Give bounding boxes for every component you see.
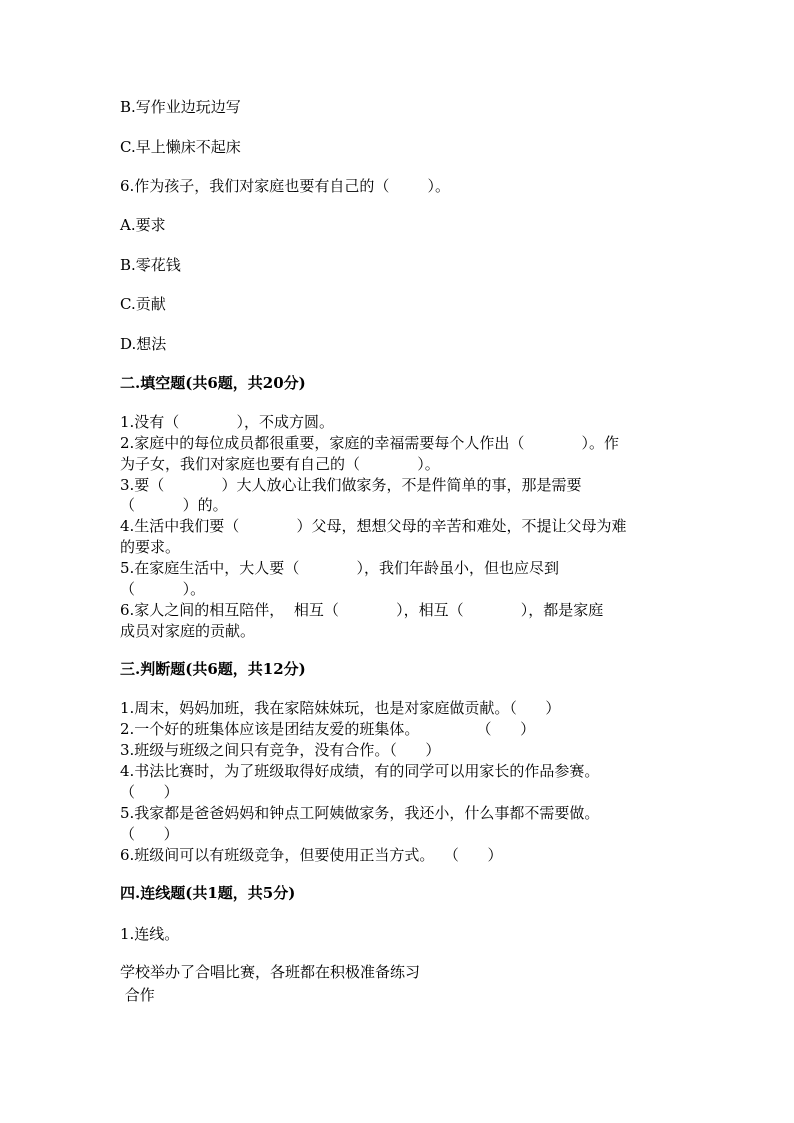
fill-question-3-line2: （ ）的。	[120, 496, 228, 514]
matching-question-1: 1.连线。	[120, 925, 180, 943]
judge-question-3: 3.班级与班级之间只有竞争，没有合作。（ ）	[120, 741, 441, 759]
option-5c: C.早上懒床不起床	[120, 138, 241, 156]
fill-question-6-line1: 6.家人之间的相互陪伴， 相互（ ），相互（ ），都是家庭	[120, 601, 604, 619]
judge-question-2: 2.一个好的班集体应该是团结友爱的班集体。 （ ）	[120, 720, 536, 738]
judge-question-6: 6.班级间可以有班级竞争，但要使用正当方式。 （ ）	[120, 846, 503, 864]
option-6c: C.贡献	[120, 295, 166, 313]
fill-question-2-line2: 为子女，我们对家庭也要有自己的（ ）。	[120, 455, 440, 473]
matching-left-item: 学校举办了合唱比赛，各班都在积极准备练习	[120, 963, 421, 981]
judge-question-5-line1: 5.我家都是爸爸妈妈和钟点工阿姨做家务，我还小，什么事都不需要做。	[120, 804, 600, 822]
fill-question-5-line2: （ ）。	[120, 580, 206, 598]
matching-right-item: 合作	[120, 986, 155, 1004]
option-6b: B.零花钱	[120, 256, 181, 274]
fill-question-6-line2: 成员对家庭的贡献。	[120, 622, 256, 640]
section-four-heading: 四.连线题(共1题，共5分)	[120, 884, 296, 902]
option-6d: D.想法	[120, 335, 167, 353]
judge-question-1: 1.周末，妈妈加班，我在家陪妹妹玩，也是对家庭做贡献。（ ）	[120, 699, 561, 717]
fill-question-4-line2: 的要求。	[120, 538, 181, 556]
fill-question-5-line1: 5.在家庭生活中，大人要（ ），我们年龄虽小，但也应尽到	[120, 559, 560, 577]
option-5b: B.写作业边玩边写	[120, 98, 241, 116]
fill-question-4-line1: 4.生活中我们要（ ）父母，想想父母的辛苦和难处，不提让父母为难	[120, 517, 627, 535]
fill-question-1: 1.没有（ ），不成方圆。	[120, 413, 335, 431]
judge-question-4-line1: 4.书法比赛时，为了班级取得好成绩，有的同学可以用家长的作品参赛。	[120, 762, 600, 780]
fill-question-3-line1: 3.要（ ）大人放心让我们做家务，不是件简单的事，那是需要	[120, 476, 582, 494]
judge-question-5-line2: （ ）	[120, 825, 179, 843]
question-6-stem: 6.作为孩子，我们对家庭也要有自己的（ ）。	[120, 177, 450, 195]
judge-question-4-line2: （ ）	[120, 783, 179, 801]
option-6a: A.要求	[120, 216, 166, 234]
fill-question-2-line1: 2.家庭中的每位成员都很重要，家庭的幸福需要每个人作出（ ）。作	[120, 434, 620, 452]
section-two-heading: 二.填空题(共6题，共20分)	[120, 374, 306, 392]
section-three-heading: 三.判断题(共6题，共12分)	[120, 660, 306, 678]
